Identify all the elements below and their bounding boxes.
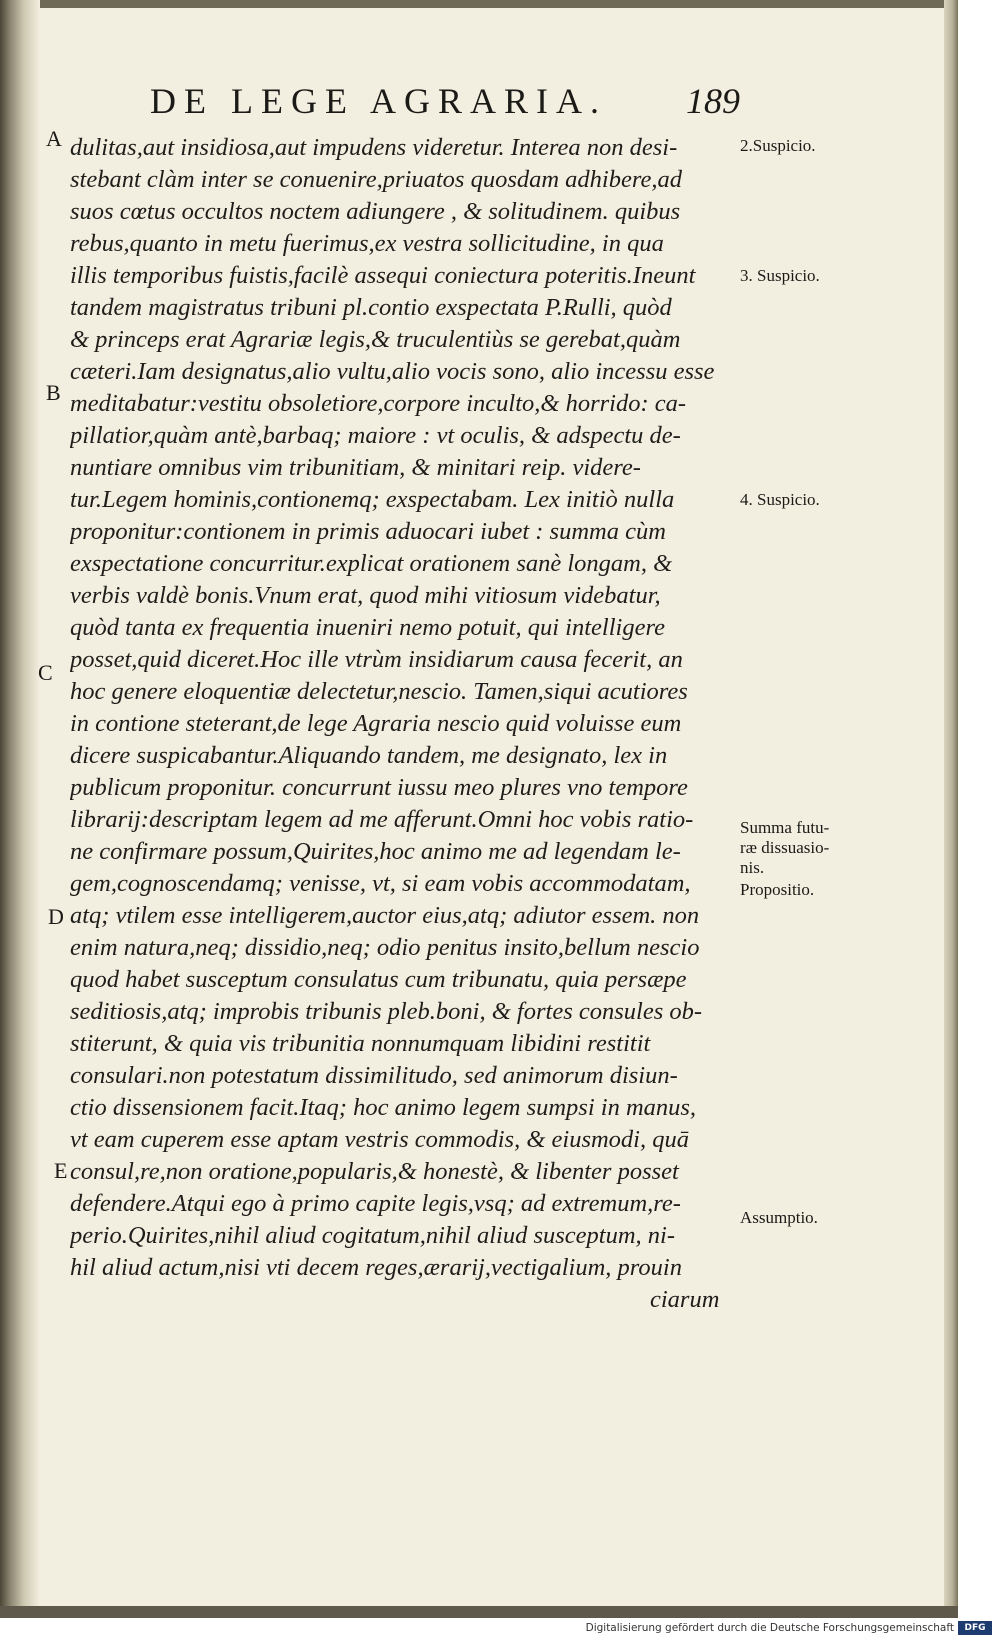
text-line: consulari.non potestatum dissimilitudo, sed animorum disiun- bbox=[70, 1062, 678, 1089]
text-line: ctio dissensionem facit.Itaq; hoc animo legem sumpsi in manus, bbox=[70, 1094, 697, 1121]
margin-note-summa-line-3: nis. bbox=[740, 858, 765, 877]
text-line: dulitas,aut insidiosa,aut impudens videretur. Interea non desi- bbox=[70, 134, 678, 161]
section-mark-c: C bbox=[38, 660, 53, 685]
body-text bbox=[70, 132, 730, 1316]
text-line: hoc genere eloquentiæ delectetur,nescio. Tamen,siqui acutiores bbox=[70, 678, 688, 705]
text-line: cæteri.Iam designatus,alio vultu,alio vocis sono, alio incessu esse bbox=[70, 358, 715, 385]
margin-notes bbox=[740, 0, 860, 1640]
text-line: gem,cognoscendamq; venisse, vt, si eam vobis accommodatam, bbox=[70, 870, 691, 897]
dfg-logo: DFG bbox=[958, 1621, 992, 1635]
text-line: enim natura,neq; dissidio,neq; odio penitus insito,bellum nescio bbox=[70, 934, 700, 961]
text-line: illis temporibus fuistis,facilè assequi coniectura poteritis.Ineunt bbox=[70, 262, 696, 289]
margin-note-suspicio-2: 2.Suspicio. bbox=[740, 136, 816, 155]
binding-shadow bbox=[0, 0, 40, 1618]
text-line: perio.Quirites,nihil aliud cogitatum,nihil aliud susceptum, ni- bbox=[70, 1222, 675, 1249]
margin-note-suspicio-3: 3. Suspicio. bbox=[740, 266, 820, 285]
section-mark-e: E bbox=[54, 1158, 68, 1183]
text-line: meditabatur:vestitu obsoletiore,corpore inculto,& horrido: ca- bbox=[70, 390, 687, 417]
text-line: quod habet susceptum consulatus cum tribunatu, quia persæpe bbox=[70, 966, 687, 993]
text-line: hil aliud actum,nisi vti decem reges,ærarij,vectigalium, prouin bbox=[70, 1254, 682, 1281]
text-line: stebant clàm inter se conuenire,priuatos quosdam adhibere,ad bbox=[70, 166, 682, 193]
text-line: ciarum bbox=[650, 1286, 720, 1313]
margin-note-summa-line-2: ræ dissuasio- bbox=[740, 838, 830, 857]
text-line: consul,re,non oratione,popularis,& honestè, & libenter posset bbox=[70, 1158, 679, 1185]
margin-note-suspicio-4: 4. Suspicio. bbox=[740, 490, 820, 509]
text-line: ne confirmare possum,Quirites,hoc animo me ad legendam le- bbox=[70, 838, 681, 865]
margin-note-propositio: Propositio. bbox=[740, 880, 815, 899]
text-line: atq; vtilem esse intelligerem,auctor eius,atq; adiutor essem. non bbox=[70, 902, 700, 929]
margin-note-assumptio: Assumptio. bbox=[740, 1208, 818, 1227]
text-line: stiterunt, & quia vis tribunitia nonnumquam libidini restitit bbox=[70, 1030, 651, 1057]
page-number: 189 bbox=[686, 81, 740, 121]
text-line: defendere.Atqui ego à primo capite legis,vsq; ad extremum,re- bbox=[70, 1190, 681, 1217]
running-title: DE LEGE AGRARIA. bbox=[150, 81, 607, 121]
footer-bar bbox=[0, 1618, 1000, 1640]
text-line: rebus,quanto in metu fuerimus,ex vestra sollicitudine, in qua bbox=[70, 230, 664, 257]
text-line: tandem magistratus tribuni pl.contio exspectata P.Rulli, quòd bbox=[70, 294, 672, 321]
section-mark-b: B bbox=[46, 380, 61, 405]
text-line: verbis valdè bonis.Vnum erat, quod mihi vitiosum videbatur, bbox=[70, 582, 661, 609]
funding-credit: Digitalisierung gefördert durch die Deutsche Forschungsgemeinschaft bbox=[585, 1622, 954, 1634]
page-fore-edge bbox=[944, 0, 958, 1618]
text-line: proponitur:contionem in primis aduocari iubet : summa cùm bbox=[70, 518, 666, 545]
page-header bbox=[150, 80, 740, 126]
text-line: tur.Legem hominis,contionemq; exspectabam. Lex initiò nulla bbox=[70, 486, 675, 513]
text-line: posset,quid diceret.Hoc ille vtrùm insidiarum causa fecerit, an bbox=[70, 646, 683, 673]
text-line: suos cœtus occultos noctem adiungere , & solitudinem. quibus bbox=[70, 198, 681, 225]
text-line: quòd tanta ex frequentia inueniri nemo potuit, qui intelligere bbox=[70, 614, 665, 641]
text-line: seditiosis,atq; improbis tribunis pleb.boni, & fortes consules ob- bbox=[70, 998, 703, 1025]
text-line: & princeps erat Agrariæ legis,& truculentiùs se gerebat,quàm bbox=[70, 326, 681, 353]
text-line: vt eam cuperem esse aptam vestris commodis, & eiusmodi, quā bbox=[70, 1126, 689, 1153]
text-line: dicere suspicabantur.Aliquando tandem, me designato, lex in bbox=[70, 742, 668, 769]
text-line: in contione steterant,de lege Agraria nescio quid voluisse eum bbox=[70, 710, 682, 737]
margin-note-summa-line-1: Summa futu- bbox=[740, 818, 830, 837]
text-line: pillatior,quàm antè,barbaq; maiore : vt oculis, & adspectu de- bbox=[70, 422, 681, 449]
text-line: nuntiare omnibus vim tribunitiam, & minitari reip. videre- bbox=[70, 454, 641, 481]
section-mark-d: D bbox=[48, 904, 64, 929]
text-line: publicum proponitur. concurrunt iussu meo plures vno tempore bbox=[70, 774, 688, 801]
text-line: exspectatione concurritur.explicat orationem sanè longam, & bbox=[70, 550, 673, 577]
text-line: librarij:descriptam legem ad me afferunt.Omni hoc vobis ratio- bbox=[70, 806, 694, 833]
section-mark-a: A bbox=[46, 126, 62, 151]
